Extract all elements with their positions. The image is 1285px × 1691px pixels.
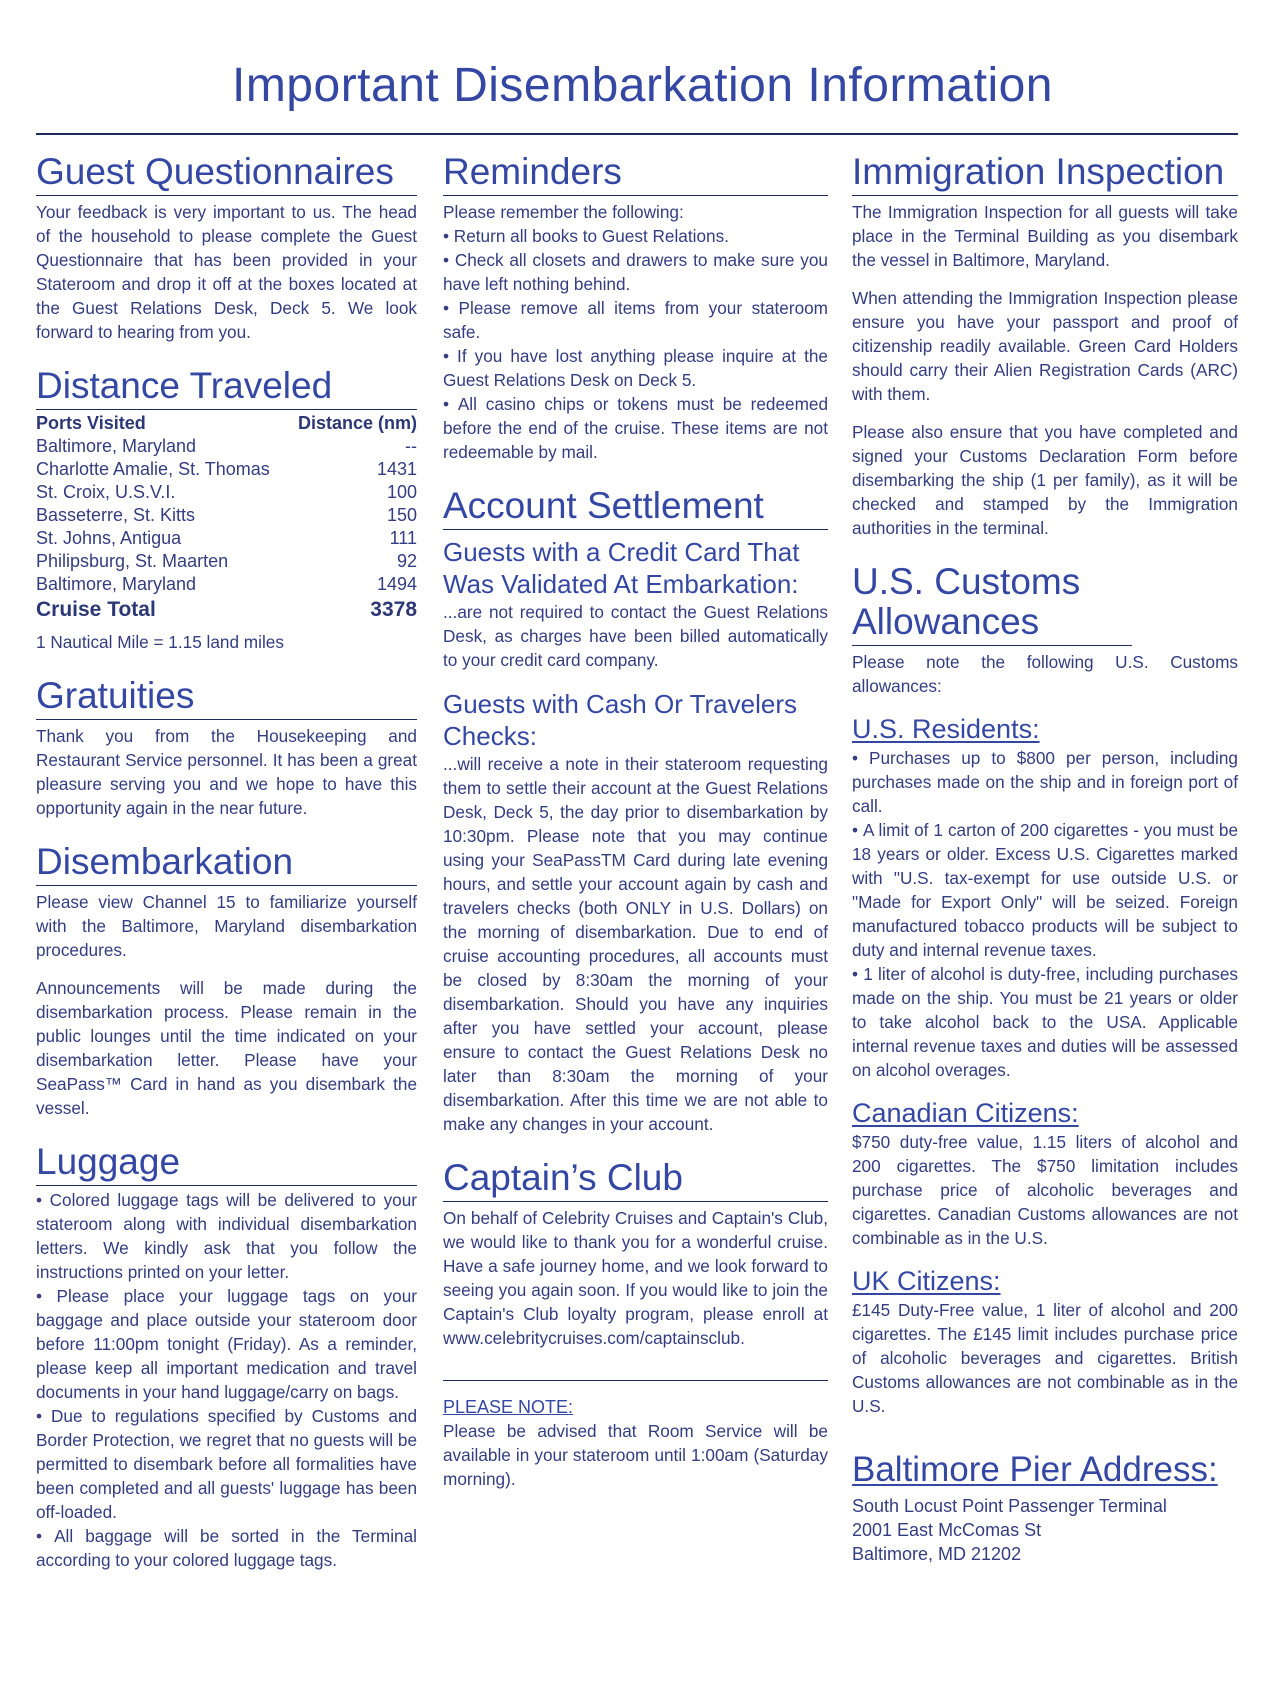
- port-cell: Baltimore, Maryland: [36, 435, 197, 456]
- port-cell: Charlotte Amalie, St. Thomas: [36, 458, 270, 479]
- port-cell: Baltimore, Maryland: [36, 573, 197, 594]
- distance-cell: 100: [386, 481, 417, 502]
- bullet-item: • All baggage will be sorted in the Terminal according to your colored luggage tags.: [36, 1524, 417, 1572]
- section-text: Announcements will be made during the disembarkation process. Please remain in the public lounges until the time indicated on your disembarkation letter. Please have your SeaPass™ Card in hand as you disembark the vessel.: [36, 977, 417, 1118]
- account-settlement-section: [443, 486, 828, 1136]
- section-text: ...are not required to contact the Guest Relations Desk, as charges have been billed automatically to your credit card company.: [443, 601, 828, 670]
- immigration-section: [852, 152, 1238, 540]
- distance-cell: --: [405, 435, 417, 456]
- distance-cell: 1431: [376, 458, 417, 479]
- table-header-row: [36, 412, 417, 435]
- subsection-heading: Guests with Cash Or Travelers Checks:: [443, 688, 797, 751]
- subsection-heading: Canadian Citizens:: [852, 1097, 1079, 1128]
- section-text: ...will receive a note in their stateroom requesting them to settle their account at the Guest Relations Desk, Deck 5, the day prior to disembarkation by 10:30pm. Please note that you may continue using your SeaPassTM Card during late evening hours, and settle your account again by cash and travelers checks (both ONLY in U.S. Dollars) on the morning of disembarkation. Due to end of cruise accounting procedures, all accounts must be closed by 8:30am the morning of your disembarkation. Should you have any inquiries after you have settled your account, please ensure to contact the Guest Relations Desk no later than 8:30am the morning of your disembarkation. After this time we are not able to make any changes in your account.: [443, 753, 828, 1134]
- middle-column: [443, 152, 828, 1491]
- port-cell: Philipsburg, St. Maarten: [36, 550, 229, 571]
- luggage-section: [36, 1142, 417, 1572]
- bullet-item: • Return all books to Guest Relations.: [443, 224, 828, 248]
- table-row: [36, 527, 417, 550]
- section-text: Please also ensure that you have completed and signed your Customs Declaration Form before disembarking the ship (1 per family), as it will be checked and stamped by the Immigration authorities in the terminal.: [852, 421, 1238, 538]
- bullet-item: • Please place your luggage tags on your baggage and place outside your stateroom door before 11:00pm tonight (Friday). As a reminder, please keep all important medication and travel documents in your hand luggage/carry on bags.: [36, 1284, 417, 1404]
- customs-section: [852, 562, 1238, 1418]
- port-cell: St. Croix, U.S.V.I.: [36, 481, 176, 502]
- right-column: [852, 152, 1238, 1566]
- section-heading: Account Settlement: [443, 486, 828, 530]
- distance-cell: 150: [386, 504, 417, 525]
- bullet-item: • 1 liter of alcohol is duty-free, including purchases made on the ship. You must be 21 years or older to take alcohol back to the USA. Applicable internal revenue taxes and duties will be assessed on alcohol overages.: [852, 962, 1238, 1082]
- gratuities-section: [36, 676, 417, 820]
- section-heading: Gratuities: [36, 676, 417, 720]
- column-header-ports: Ports Visited: [36, 412, 146, 433]
- subsection-heading: U.S. Residents:: [852, 713, 1040, 744]
- left-column: [36, 152, 417, 1572]
- page-title: Important Disembarkation Information: [231, 59, 1053, 112]
- column-header-distance: Distance (nm): [297, 412, 417, 433]
- pier-address-heading: Baltimore Pier Address:: [852, 1449, 1218, 1489]
- bullet-item: • All casino chips or tokens must be redeemed before the end of the cruise. These items are not redeemable by mail.: [443, 392, 828, 464]
- table-row: [36, 504, 417, 527]
- distance-cell: 111: [389, 527, 417, 548]
- bullet-item: • Check all closets and drawers to make sure you have left nothing behind.: [443, 248, 828, 296]
- section-text: Your feedback is very important to us. The head of the household to please complete the Guest Questionnaire that has been provided in your Stateroom and drop it off at the boxes located at the Guest Relations Desk, Deck 5. We look forward to hearing from you.: [36, 201, 417, 342]
- section-heading: Guest Questionnaires: [36, 152, 417, 196]
- total-value: 3378: [370, 597, 417, 621]
- distance-cell: 1494: [376, 573, 417, 594]
- reminders-section: [443, 152, 828, 464]
- section-text: Please view Channel 15 to familiarize yourself with the Baltimore, Maryland disembarkation procedures.: [36, 891, 417, 960]
- section-text: Please remember the following:: [443, 201, 684, 222]
- bullet-item: • Purchases up to $800 per person, including purchases made on the ship and in foreign port of call.: [852, 746, 1238, 818]
- please-note-heading: PLEASE NOTE:: [443, 1396, 574, 1417]
- bullet-item: • Please remove all items from your stateroom safe.: [443, 296, 828, 344]
- section-text: Please be advised that Room Service will be available in your stateroom until 1:00am (Saturday morning).: [443, 1420, 828, 1489]
- port-cell: St. Johns, Antigua: [36, 527, 182, 548]
- total-row: [36, 596, 417, 624]
- section-heading: Disembarkation: [36, 842, 417, 886]
- section-heading: Immigration Inspection: [852, 152, 1238, 196]
- bullet-item: • Due to regulations specified by Customs and Border Protection, we regret that no guests will be permitted to disembark before all formalities have been completed and all guests' luggage has been off-loaded.: [36, 1404, 417, 1524]
- bullet-item: • Colored luggage tags will be delivered to your stateroom along with individual disembarkation letters. We kindly ask that you follow the instructions printed on your letter.: [36, 1188, 417, 1284]
- disembarkation-section: [36, 842, 417, 1120]
- bullet-item: • If you have lost anything please inquire at the Guest Relations Desk on Deck 5.: [443, 344, 828, 392]
- pier-address-section: [852, 1450, 1238, 1566]
- title-divider: [36, 133, 1238, 135]
- distance-traveled-section: [36, 366, 417, 654]
- section-heading: Distance Traveled: [36, 366, 417, 410]
- section-text: On behalf of Celebrity Cruises and Captain's Club, we would like to thank you for a wonderful cruise. Have a safe journey home, and we look forward to seeing you again soon. If you would like to join the Captain's Club loyalty program, please enroll at www.celebritycruises.com/captainsclub.: [443, 1207, 828, 1348]
- section-text: Thank you from the Housekeeping and Restaurant Service personnel. It has been a great pleasure serving you and we hope to have this opportunity again in the near future.: [36, 725, 417, 818]
- address-line: 2001 East McComas St: [852, 1519, 1042, 1540]
- section-heading: Reminders: [443, 152, 828, 196]
- table-row: [36, 550, 417, 573]
- section-text: Please note the following U.S. Customs allowances:: [852, 651, 1238, 696]
- port-cell: Basseterre, St. Kitts: [36, 504, 196, 525]
- section-heading: U.S. Customs Allowances: [852, 562, 1132, 646]
- table-row: [36, 481, 417, 504]
- table-row: [36, 435, 417, 458]
- subsection-heading: UK Citizens:: [852, 1265, 1001, 1296]
- subsection-heading: Guests with a Credit Card That Was Validated At Embarkation:: [443, 536, 800, 599]
- table-row: [36, 573, 417, 596]
- section-text: £145 Duty-Free value, 1 liter of alcohol and 200 cigarettes. The £145 limit includes purchase price of alcoholic beverages and cigarettes. British Customs allowances are not combinable as in the U.S.: [852, 1299, 1238, 1416]
- section-text: $750 duty-free value, 1.15 liters of alcohol and 200 cigarettes. The $750 limitation includes purchase price of alcoholic beverages and cigarettes. Canadian Customs allowances are not combinable as in the U.S.: [852, 1131, 1238, 1248]
- distance-table: [36, 412, 417, 624]
- section-heading: Captain’s Club: [443, 1158, 828, 1202]
- captains-club-section: [443, 1158, 828, 1350]
- guest-questionnaires-section: [36, 152, 417, 344]
- note-divider: [443, 1380, 828, 1381]
- section-heading: Luggage: [36, 1142, 417, 1186]
- distance-cell: 92: [396, 550, 417, 571]
- address-line: Baltimore, MD 21202: [852, 1543, 1022, 1564]
- table-row: [36, 458, 417, 481]
- section-text: When attending the Immigration Inspection please ensure you have your passport and proof of citizenship readily available. Green Card Holders should carry their Alien Registration Cards (ARC) with them.: [852, 287, 1238, 404]
- address-line: South Locust Point Passenger Terminal: [852, 1495, 1167, 1516]
- bullet-item: • A limit of 1 carton of 200 cigarettes - you must be 18 years or older. Excess U.S. Cigarettes marked with "U.S. tax-exempt for use outside U.S. or "Made for Export Only" will be seized. Foreign manufactured tobacco products will be subject to duty and internal revenue taxes.: [852, 818, 1238, 962]
- section-text: The Immigration Inspection for all guests will take place in the Terminal Building as you disembark the vessel in Baltimore, Maryland.: [852, 201, 1238, 270]
- total-label: Cruise Total: [36, 597, 156, 621]
- please-note-section: [443, 1395, 828, 1491]
- distance-footnote: 1 Nautical Mile = 1.15 land miles: [36, 631, 284, 652]
